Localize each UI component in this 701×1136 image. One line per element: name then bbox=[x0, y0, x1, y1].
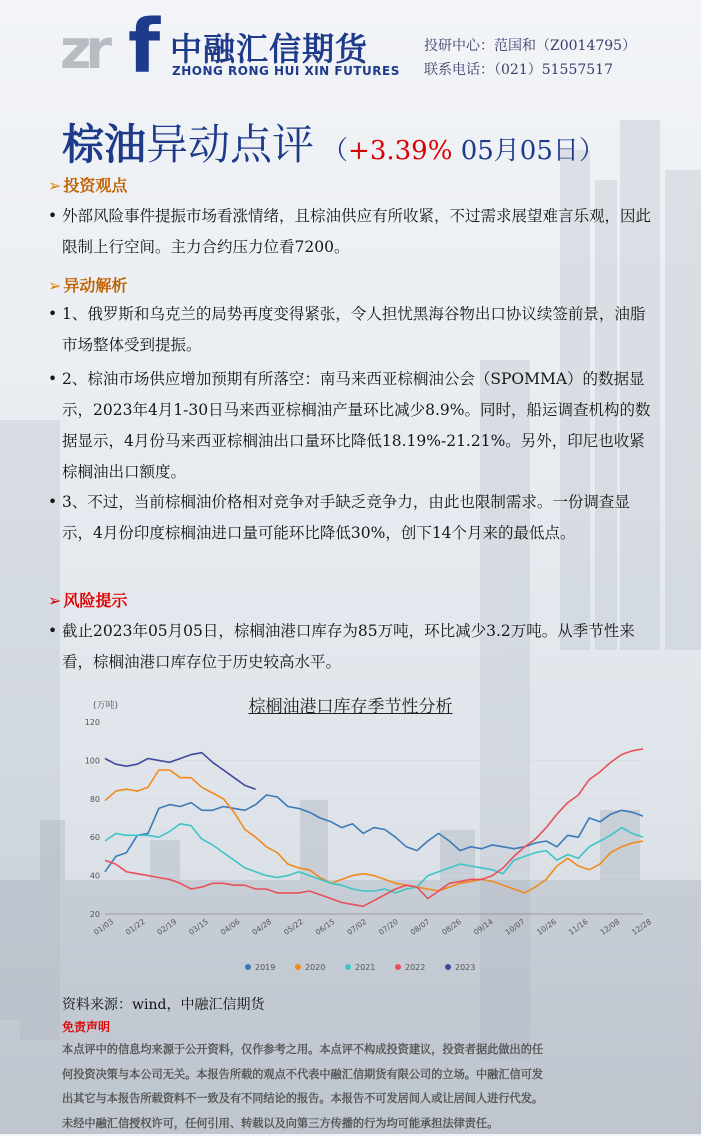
x-tick-label: 07/02 bbox=[345, 917, 368, 937]
section-heading-analysis bbox=[48, 273, 127, 296]
series-line-2023 bbox=[105, 753, 256, 790]
legend-label-2021: 2021 bbox=[355, 963, 375, 972]
arrow-icon: ➢ bbox=[48, 276, 61, 295]
disclaimer-line-4: 未经中融汇信授权许可，任何引用、转载以及向第三方传播的行为均可能承担法律责任。 bbox=[62, 1112, 652, 1136]
data-source: 资料来源：wind，中融汇信期货 bbox=[62, 994, 264, 1014]
x-tick-label: 06/15 bbox=[314, 917, 337, 937]
x-tick-label: 04/06 bbox=[219, 917, 242, 937]
company-logo bbox=[60, 12, 380, 82]
analysis-text-1: 1、俄罗斯和乌克兰的局势再度变得紧张，令人担忧黑海谷物出口协议续签前景，油脂市场整体受到提振。 bbox=[48, 299, 658, 361]
disclaimer-heading: 免责声明 bbox=[62, 1018, 110, 1035]
logo-english-name: ZHONG RONG HUI XIN FUTURES bbox=[172, 64, 400, 78]
logo-f-mark: f bbox=[128, 12, 160, 82]
legend-marker-2023 bbox=[445, 964, 451, 970]
y-axis-unit: (万吨) bbox=[93, 699, 118, 711]
legend-marker-2022 bbox=[395, 964, 401, 970]
disclaimer-line-2: 何投资决策与本公司无关。本报告所载的观点不代表中融汇信期货有限公司的立场。中融汇信可发 bbox=[62, 1063, 652, 1088]
analysis-text-3: 3、不过，当前棕榈油价格相对竞争对手缺乏竞争力，由此也限制需求。一份调查显示，4月份印度棕榈油进口量可能环比降低30%，创下14个月来的最低点。 bbox=[48, 487, 658, 549]
legend-marker-2020 bbox=[295, 964, 301, 970]
arrow-icon: ➢ bbox=[48, 176, 61, 195]
logo-zr-mark: zr bbox=[60, 18, 106, 81]
arrow-icon: ➢ bbox=[48, 591, 61, 610]
y-tick-label: 60 bbox=[90, 833, 100, 842]
title-change: +3.39% bbox=[348, 136, 452, 166]
x-tick-label: 08/26 bbox=[440, 917, 463, 937]
risk-paragraph bbox=[48, 616, 658, 678]
section-heading-view-label: 投资观点 bbox=[63, 176, 127, 195]
analysis-paragraph-2 bbox=[48, 364, 658, 488]
legend-label-2019: 2019 bbox=[255, 963, 275, 972]
x-tick-label: 05/22 bbox=[282, 917, 305, 937]
analysis-text-2: 2、棕油市场供应增加预期有所落空：南马来西亚棕榈油公会（SPOMMA）的数据显示，2023年4月1-30日马来西亚棕榈油产量环比减少8.9%。同时，船运调查机构的数据显示，4月份马来西亚棕榈油出口量环比降低18.19%-21.21%。另外，印尼也收紧棕榈油出口额度。 bbox=[48, 364, 658, 488]
y-tick-label: 20 bbox=[90, 910, 100, 919]
disclaimer-text bbox=[62, 1038, 652, 1136]
title-commodity: 棕油 bbox=[62, 120, 146, 169]
legend-marker-2021 bbox=[345, 964, 351, 970]
x-tick-label: 02/19 bbox=[155, 917, 178, 937]
x-tick-label: 08/07 bbox=[409, 917, 432, 937]
series-line-2021 bbox=[105, 824, 643, 893]
x-tick-label: 10/07 bbox=[504, 917, 527, 937]
legend-label-2022: 2022 bbox=[405, 963, 425, 972]
x-tick-label: 09/14 bbox=[472, 917, 495, 937]
section-heading-analysis-label: 异动解析 bbox=[63, 276, 127, 295]
title-kind: 异动点评 bbox=[146, 120, 314, 169]
section-heading-risk bbox=[48, 588, 127, 611]
x-tick-label: 10/26 bbox=[535, 917, 558, 937]
x-tick-label: 03/15 bbox=[187, 917, 210, 937]
analysis-paragraph-1 bbox=[48, 299, 658, 361]
y-tick-label: 40 bbox=[90, 872, 100, 881]
page-title bbox=[62, 112, 605, 172]
x-tick-label: 11/16 bbox=[567, 917, 590, 937]
analysis-paragraph-3 bbox=[48, 487, 658, 549]
section-heading-view bbox=[48, 173, 127, 196]
y-tick-label: 120 bbox=[85, 718, 100, 727]
view-text: 外部风险事件提振市场看涨情绪，且棕油供应有所收紧，不过需求展望难言乐观，因此限制上行空间。主力合约压力位看7200。 bbox=[48, 201, 658, 263]
legend-marker-2019 bbox=[245, 964, 251, 970]
section-heading-risk-label: 风险提示 bbox=[63, 591, 127, 610]
x-tick-label: 07/20 bbox=[377, 917, 400, 937]
phone-line: 联系电话：（021）51557517 bbox=[424, 58, 636, 82]
inventory-seasonal-chart bbox=[78, 686, 658, 986]
bullet-icon: • bbox=[48, 299, 57, 330]
contact-info bbox=[424, 34, 636, 82]
x-tick-label: 01/03 bbox=[92, 917, 115, 937]
x-tick-label: 12/28 bbox=[630, 917, 653, 937]
bullet-icon: • bbox=[48, 487, 57, 518]
view-paragraph bbox=[48, 201, 658, 263]
chart-title: 棕榈油港口库存季节性分析 bbox=[0, 692, 701, 717]
bullet-icon: • bbox=[48, 201, 57, 232]
series-line-2020 bbox=[105, 770, 643, 893]
analyst-line: 投研中心：范国和（Z0014795） bbox=[424, 34, 636, 58]
y-tick-label: 80 bbox=[90, 795, 100, 804]
legend-label-2020: 2020 bbox=[305, 963, 325, 972]
x-tick-label: 04/28 bbox=[250, 917, 273, 937]
x-tick-label: 01/22 bbox=[124, 917, 147, 937]
legend-label-2023: 2023 bbox=[455, 963, 475, 972]
bullet-icon: • bbox=[48, 364, 57, 395]
y-tick-label: 100 bbox=[85, 756, 100, 765]
title-open-paren: （ bbox=[322, 136, 348, 166]
x-tick-label: 12/08 bbox=[598, 917, 621, 937]
disclaimer-line-3: 出其它与本报告所载资料不一致及有不同结论的报告。本报告不可发居间人或让居间人进行代发。 bbox=[62, 1087, 652, 1112]
series-line-2019 bbox=[105, 795, 643, 872]
title-date: 05月05日） bbox=[452, 136, 604, 166]
disclaimer-line-1: 本点评中的信息均来源于公开资料，仅作参考之用。本点评不构成投资建议，投资者据此做出的任 bbox=[62, 1038, 652, 1063]
bullet-icon: • bbox=[48, 616, 57, 647]
risk-text: 截止2023年05月05日，棕榈油港口库存为85万吨，环比减少3.2万吨。从季节性来看，棕榈油港口库存位于历史较高水平。 bbox=[48, 616, 658, 678]
logo-chinese-name: 中融汇信期货 bbox=[170, 24, 368, 70]
